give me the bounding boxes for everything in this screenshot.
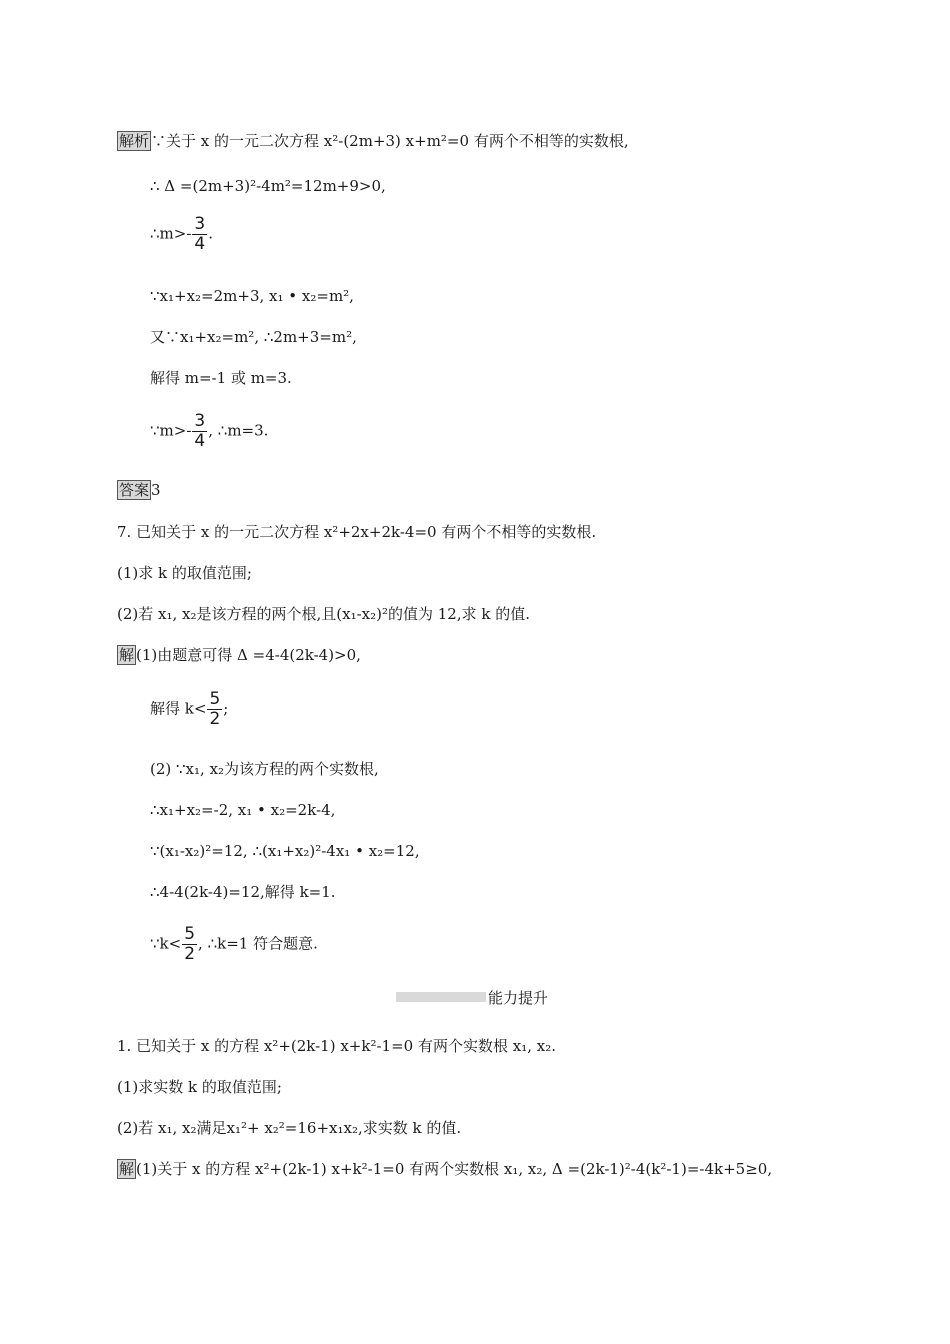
fraction-3-4: $\frac{3}{4}$ bbox=[194, 411, 206, 451]
solution-7-line-6: ∴4-4(2k-4)=12,解得 k=1. bbox=[150, 883, 336, 901]
answer-tag: 答案 bbox=[119, 481, 150, 499]
analysis-line-4: ∵x₁+x₂=2m+3, x₁ • x₂=m², bbox=[150, 287, 354, 305]
question-1-title: 1. 已知关于 x 的方程 x²+(2k-1) x+k²-1=0 有两个实数根 x₁, x₂. bbox=[117, 1037, 556, 1055]
analysis-line-3: ∴m>- $\frac{3}{4}$ . bbox=[150, 214, 214, 254]
analysis-line-5: 又∵x₁+x₂=m², ∴2m+3=m², bbox=[150, 328, 357, 346]
solution-7-line-1: 解 (1)由题意可得 Δ =4-4(2k-4)>0, bbox=[119, 646, 361, 664]
solution-tag: 解 bbox=[119, 1160, 135, 1178]
section-title: 能力提升 bbox=[488, 989, 549, 1007]
question-1-part-1: (1)求实数 k 的取值范围; bbox=[117, 1078, 282, 1096]
solution-7-line-4: ∴x₁+x₂=-2, x₁ • x₂=2k-4, bbox=[150, 801, 336, 819]
fraction-5-2: $\frac{5}{2}$ bbox=[184, 924, 196, 964]
question-7-part-1: (1)求 k 的取值范围; bbox=[117, 564, 252, 582]
analysis-line-2: ∴ Δ =(2m+3)²-4m²=12m+9>0, bbox=[150, 177, 386, 195]
question-1-part-2: (2)若 x₁, x₂满足x₁²+ x₂²=16+x₁x₂,求实数 k 的值. bbox=[117, 1119, 462, 1137]
section-divider-bar bbox=[396, 992, 486, 1002]
solution-7-line-2: 解得 k< $\frac{5}{2}$ ; bbox=[150, 689, 229, 729]
analysis-tag: 解析 bbox=[119, 132, 150, 150]
analysis-line-6: 解得 m=-1 或 m=3. bbox=[150, 369, 292, 387]
question-7-title: 7. 已知关于 x 的一元二次方程 x²+2x+2k-4=0 有两个不相等的实数根. bbox=[117, 523, 597, 541]
answer-value: 3 bbox=[151, 481, 161, 499]
solution-tag: 解 bbox=[119, 646, 135, 664]
solution-1-line-1: 解 (1)关于 x 的方程 x²+(2k-1) x+k²-1=0 有两个实数根 x₁, x₂, Δ =(2k-1)²-4(k²-1)=-4k+5≥0, bbox=[119, 1160, 773, 1178]
analysis-line-1: 解析 ∵关于 x 的一元二次方程 x²-(2m+3) x+m²=0 有两个不相等的实数根, bbox=[119, 132, 629, 150]
question-7-part-2: (2)若 x₁, x₂是该方程的两个根,且(x₁-x₂)²的值为 12,求 k 的值. bbox=[117, 605, 531, 623]
fraction-5-2: $\frac{5}{2}$ bbox=[209, 689, 221, 729]
answer-line bbox=[117, 480, 161, 500]
fraction-3-4: $\frac{3}{4}$ bbox=[194, 214, 206, 254]
solution-7-line-3: (2) ∵x₁, x₂为该方程的两个实数根, bbox=[150, 760, 379, 778]
analysis-line-7: ∵m>- $\frac{3}{4}$ , ∴m=3. bbox=[150, 411, 269, 451]
solution-7-line-5: ∵(x₁-x₂)²=12, ∴(x₁+x₂)²-4x₁ • x₂=12, bbox=[150, 842, 420, 860]
solution-7-line-7: ∵k< $\frac{5}{2}$ , ∴k=1 符合题意. bbox=[150, 924, 318, 964]
